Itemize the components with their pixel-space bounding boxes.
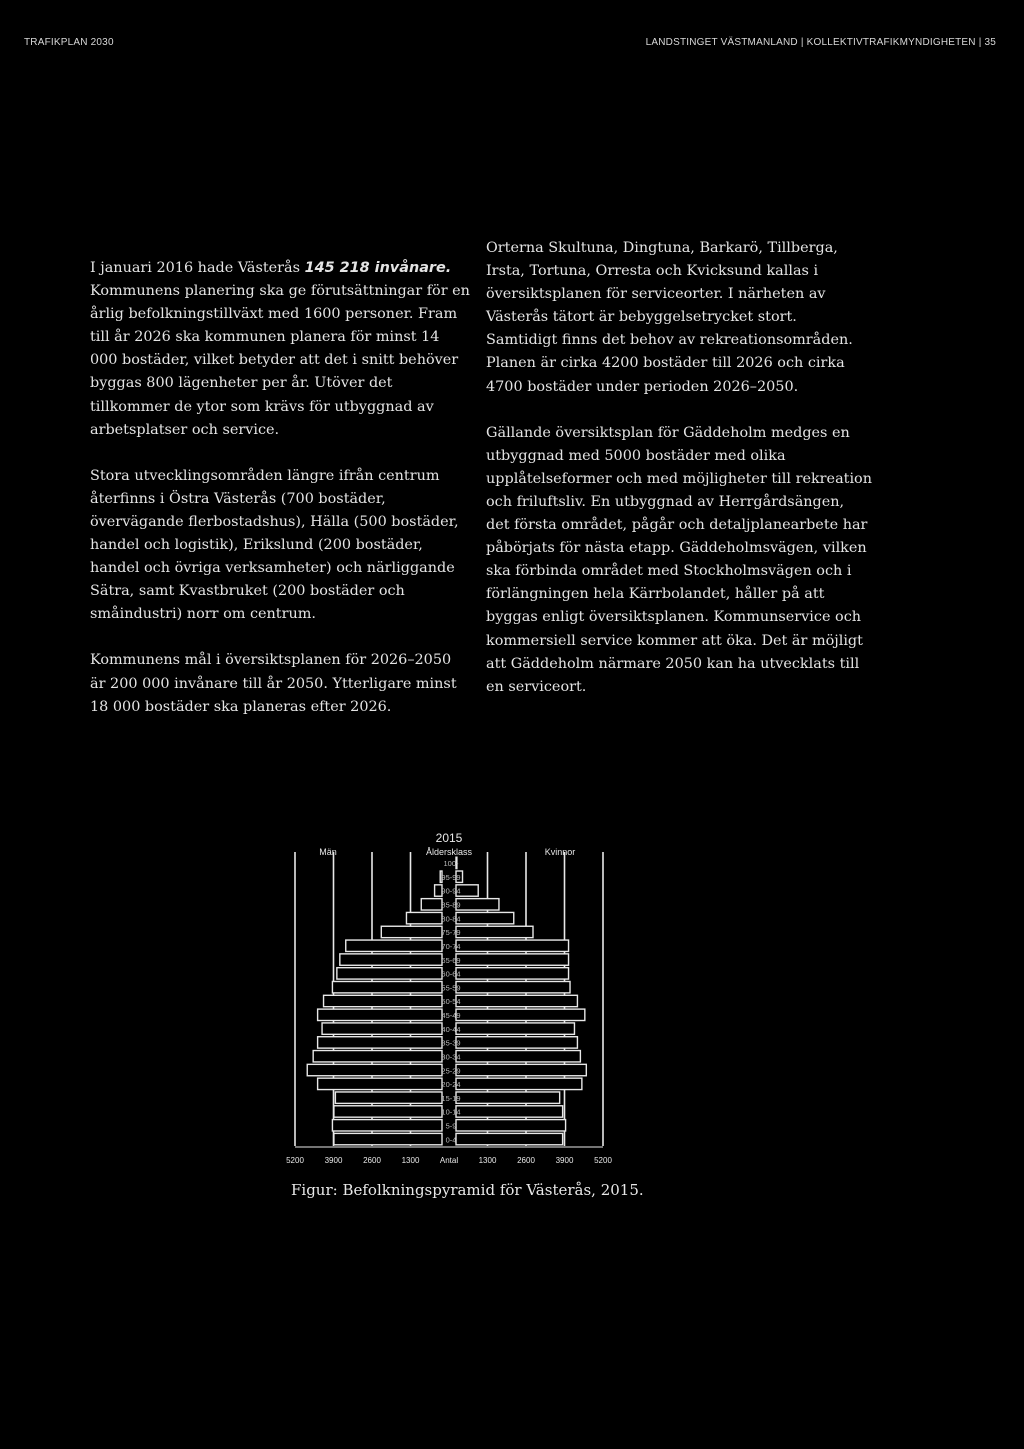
bar-men bbox=[307, 1064, 442, 1075]
bar-women bbox=[456, 954, 569, 965]
bar-men bbox=[334, 1133, 442, 1144]
age-class-label: 100- bbox=[443, 859, 459, 869]
bar-women bbox=[456, 1051, 580, 1062]
age-class-label: 60-64 bbox=[441, 969, 461, 979]
age-class-label: 25-29 bbox=[441, 1066, 461, 1076]
bar-women bbox=[456, 1133, 563, 1144]
x-tick-label: 2600 bbox=[517, 1156, 535, 1165]
age-class-label: 10-14 bbox=[441, 1107, 461, 1117]
bar-men bbox=[318, 1009, 442, 1020]
bar-women bbox=[456, 940, 569, 951]
legend-women: Kvinnor bbox=[544, 847, 576, 857]
bar-women bbox=[456, 995, 577, 1006]
x-tick-label: 2600 bbox=[363, 1156, 381, 1165]
population-pyramid-svg bbox=[286, 826, 612, 1170]
x-tick-label: 3900 bbox=[555, 1156, 574, 1165]
bar-women bbox=[456, 1037, 577, 1048]
age-class-label: 15-19 bbox=[441, 1093, 461, 1103]
bar-women bbox=[456, 1106, 563, 1117]
population-highlight: 145 218 invånare. bbox=[304, 260, 452, 276]
age-class-label: 35-39 bbox=[441, 1038, 461, 1048]
age-class-label: 50-54 bbox=[441, 997, 461, 1007]
age-class-label: 65-69 bbox=[441, 955, 461, 965]
bar-men bbox=[335, 1092, 442, 1103]
paragraph-gaddeholm: Gällande översiktsplan för Gäddeholm medges en utbyggnad med 5000 bostäder med olika upplåtelseformer och med möjligheter till rekreation och friluftsliv. En utbyggnad av Herrgårdsängen, det första området, pågår och detaljplanearbete har påbörjats för nästa etapp. Gäddeholmsvägen, vilken ska förbinda området med Stockholmsvägen och i förlängningen hela Kärrbolandet, håller på att byggas enligt översiktsplanen. Kommunservice och kommersiell service kommer att öka. Det är möjligt att Gäddeholm närmare 2050 kan ha utvecklats till en serviceort. bbox=[486, 424, 872, 695]
bar-men bbox=[421, 899, 442, 910]
age-class-label: 30-34 bbox=[441, 1052, 461, 1062]
bar-women bbox=[456, 968, 569, 979]
header-organization-page: LANDSTINGET VÄSTMANLAND | KOLLEKTIVTRAFIKMYNDIGHETEN | 35 bbox=[645, 37, 996, 48]
age-class-label: 40-44 bbox=[441, 1024, 461, 1034]
bar-men bbox=[324, 995, 442, 1006]
age-class-label: 90-94 bbox=[441, 886, 461, 896]
x-tick-label: 3900 bbox=[324, 1156, 343, 1165]
x-tick-label: 1300 bbox=[478, 1156, 497, 1165]
bar-men bbox=[313, 1051, 442, 1062]
age-class-label: 0-4 bbox=[445, 1135, 457, 1145]
bar-women bbox=[456, 981, 570, 992]
chart-title: 2015 bbox=[435, 831, 463, 845]
bar-men bbox=[406, 912, 442, 923]
bar-men bbox=[322, 1023, 442, 1034]
legend-men: Män bbox=[319, 847, 337, 857]
age-class-label: 75-79 bbox=[441, 928, 461, 938]
bar-men bbox=[337, 968, 442, 979]
bar-women bbox=[456, 1009, 585, 1020]
bar-men bbox=[334, 1106, 442, 1117]
age-class-label: 20-24 bbox=[441, 1080, 461, 1090]
bar-women bbox=[456, 1064, 586, 1075]
left-text-column bbox=[90, 257, 470, 742]
paragraph-development-areas: Stora utvecklingsområden längre ifrån centrum återfinns i Östra Västerås (700 bostäder, övervägande flerbostadshus), Hälla (500 bostäder, handel och logistik), Erikslund (200 bostäder, handel och övriga verksamheter) och närliggande Sätra, samt Kvastbruket (200 bostäder och småindustri) norr om centrum. bbox=[90, 467, 459, 623]
header-document-title: TRAFIKPLAN 2030 bbox=[24, 37, 114, 48]
x-tick-label: 1300 bbox=[401, 1156, 420, 1165]
bar-women bbox=[456, 926, 533, 937]
bar-women bbox=[456, 1078, 582, 1089]
bar-women bbox=[456, 1092, 560, 1103]
x-tick-label: 5200 bbox=[286, 1156, 304, 1165]
age-class-label: 80-84 bbox=[441, 914, 461, 924]
age-class-label: 55-59 bbox=[441, 983, 461, 993]
bar-men bbox=[346, 940, 442, 951]
paragraph-service-towns: Orterna Skultuna, Dingtuna, Barkarö, Tillberga, Irsta, Tortuna, Orresta och Kvicksund kallas i översiktsplanen för serviceorter. I närheten av Västerås tätort är bebyggelsetrycket stort. Samtidigt finns det behov av rekreationsområden. Planen är cirka 4200 bostäder till 2026 och cirka 4700 bostäder under perioden 2026–2050. bbox=[486, 240, 853, 395]
age-class-label: 5-9 bbox=[445, 1121, 457, 1131]
bar-men bbox=[381, 926, 442, 937]
age-class-label: 45-49 bbox=[441, 1011, 461, 1021]
x-tick-label: 5200 bbox=[594, 1156, 612, 1165]
figure-caption: Figur: Befolkningspyramid för Västerås, 2015. bbox=[291, 1181, 644, 1199]
paragraph-population: I januari 2016 hade Västerås 145 218 invånare. Kommunens planering ska ge förutsättningar för en årlig befolkningstillväxt med 1600 personer. Fram till år 2026 ska kommunen planera för minst 14 000 bostäder, vilket betyder att det i snitt behöver byggas 800 lägenheter per år. Utöver det tillkommer de ytor som krävs för utbyggnad av arbetsplatser och service. bbox=[90, 260, 470, 438]
chart-subtitle-age-class: Åldersklass bbox=[425, 847, 473, 857]
population-pyramid-chart bbox=[286, 826, 612, 1170]
bar-women bbox=[456, 912, 514, 923]
age-class-label: 70-74 bbox=[441, 941, 461, 951]
bar-men bbox=[318, 1078, 442, 1089]
age-class-label: 95-99 bbox=[441, 872, 461, 882]
bar-men bbox=[332, 1120, 442, 1131]
bar-men bbox=[340, 954, 442, 965]
bar-men bbox=[332, 981, 442, 992]
x-tick-label: Antal bbox=[439, 1156, 459, 1165]
bar-women bbox=[456, 1120, 566, 1131]
bar-men bbox=[318, 1037, 442, 1048]
bar-women bbox=[456, 1023, 574, 1034]
paragraph-goal-2050: Kommunens mål i översiktsplanen för 2026–2050 är 200 000 invånare till år 2050. Ytterligare minst 18 000 bostäder ska planeras efter 2026. bbox=[90, 652, 457, 715]
age-class-label: 85-89 bbox=[441, 900, 461, 910]
bar-women bbox=[456, 899, 499, 910]
right-text-column bbox=[486, 237, 872, 722]
